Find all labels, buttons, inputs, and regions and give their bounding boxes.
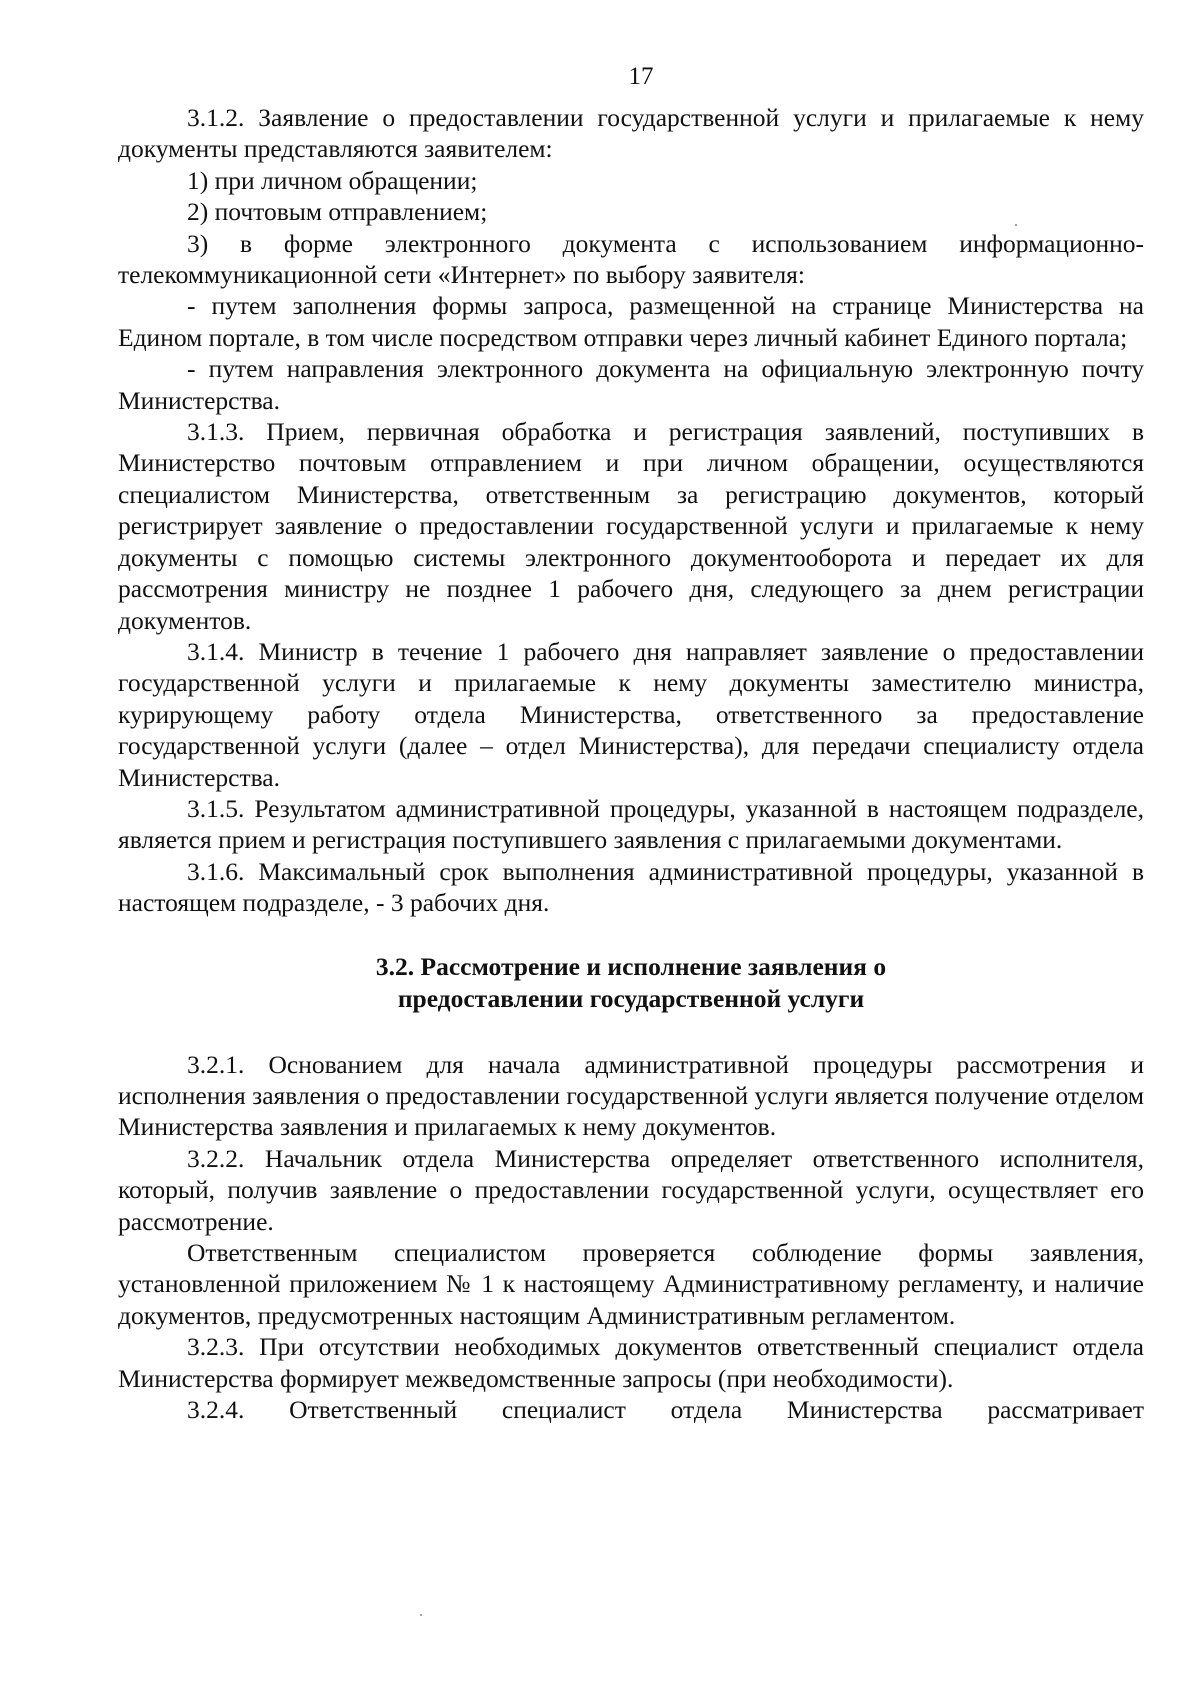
section-3-2-body xyxy=(118,1049,1144,1426)
page-number: 17 xyxy=(628,63,654,90)
section-heading-line-2: предоставлении государственной услуги xyxy=(397,983,865,1013)
paragraph-3-2-1: 3.2.1. Основанием для начала административной процедуры рассмотрения и исполнения заявления о предоставлении государственной услуги является получение отделом Министерства заявления и прилагаемых к нему документов. xyxy=(118,1049,1144,1142)
section-heading-line-1: 3.2. Рассмотрение и исполнение заявления о xyxy=(375,951,887,981)
page-content xyxy=(118,52,1144,1425)
sub-item-portal-form: - путем заполнения формы запроса, размещенной на странице Министерства на Едином портале, в том числе посредством отправки через личный кабинет Единого портала; xyxy=(118,291,1144,352)
paragraph-3-1-5: 3.1.5. Результатом административной процедуры, указанной в настоящем подразделе, является прием и регистрация поступившего заявления с прилагаемыми документами. xyxy=(118,793,1144,855)
paragraph-3-1-3: 3.1.3. Прием, первичная обработка и регистрация заявлений, поступивших в Министерство почтовым отправлением и при личном обращении, осуществляются специалистом Министерства, ответственным за регистрацию документов, который регистрирует заявление о предоставлении государственной услуги и прилагаемые к нему документы с помощью системы электронного документооборота и передает их для рассмотрения министру не позднее 1 рабочего дня, следующего за днем регистрации документов. xyxy=(118,417,1144,635)
list-item-electronic: 3) в форме электронного документа с использованием информационно-телекоммуникационной сети «Интернет» по выбору заявителя: xyxy=(118,228,1144,290)
paragraph-3-1-4: 3.1.4. Министр в течение 1 рабочего дня направляет заявление о предоставлении государственной услуги и прилагаемые к нему документы заместителю министра, курирующему работу отдела Министерства, ответственного за предоставление государственной услуги (далее – отдел Министерства), для передачи специалисту отдела Министерства. xyxy=(118,636,1144,792)
paragraph-3-2-4: 3.2.4. Ответственный специалист отдела Министерства рассматривает xyxy=(187,1395,1144,1425)
scan-speck xyxy=(420,1614,422,1616)
section-heading-3-2 xyxy=(118,951,1144,1015)
section-3-1-body xyxy=(118,102,1144,919)
paragraph-3-1-2: 3.1.2. Заявление о предоставлении государственной услуги и прилагаемые к нему документы представляются заявителем: xyxy=(118,103,1144,164)
paragraph-3-2-2: 3.2.2. Начальник отдела Министерства определяет ответственного исполнителя, который, получив заявление о предоставлении государственной услуги, осуществляет его рассмотрение. xyxy=(118,1143,1144,1236)
sub-item-email: - путем направления электронного документа на официальную электронную почту Министерства. xyxy=(118,354,1144,415)
list-item-postal: 2) почтовым отправлением; xyxy=(187,197,488,227)
paragraph-3-1-6: 3.1.6. Максимальный срок выполнения административной процедуры, указанной в настоящем подразделе, - 3 рабочих дня. xyxy=(118,856,1144,918)
list-item-personal-visit: 1) при личном обращении; xyxy=(187,165,478,195)
scan-speck xyxy=(1015,224,1017,226)
paragraph-3-2-3: 3.2.3. При отсутствии необходимых документов ответственный специалист отдела Министерства формирует межведомственные запросы (при необходимости). xyxy=(118,1332,1144,1393)
paragraph-form-check: Ответственным специалистом проверяется соблюдение формы заявления, установленной приложением № 1 к настоящему Административному регламенту, и наличие документов, предусмотренных настоящим Административным регламентом. xyxy=(118,1238,1144,1330)
